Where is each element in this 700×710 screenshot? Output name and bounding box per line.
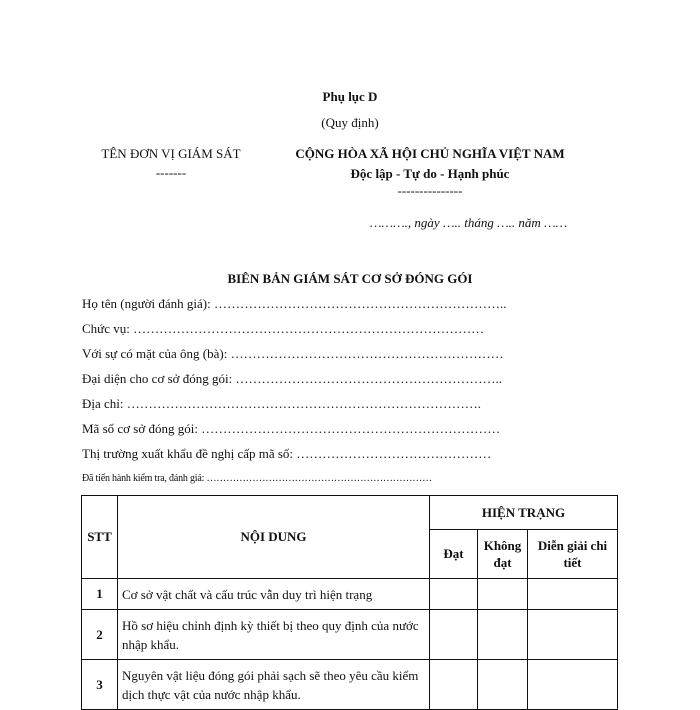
table-row (82, 610, 618, 660)
motto-divider: --------------- (397, 183, 463, 198)
motto: Độc lập - Tự do - Hạnh phúc (350, 166, 510, 181)
row-fail-cell[interactable] (478, 579, 528, 610)
header-pass: Đạt (430, 530, 478, 579)
field-facility-code: Mã số cơ sở đóng gói: …………………………………………………………… (82, 421, 501, 436)
row-stt: 3 (82, 660, 118, 710)
unit-divider: ------- (155, 165, 187, 180)
row-fail-cell[interactable] (478, 610, 528, 660)
table-row (82, 660, 618, 710)
field-presence: Với sự có mặt của ông (bà): ……………………………………………………… (82, 346, 504, 361)
country-name: CỘNG HÒA XÃ HỘI CHỦ NGHĨA VIỆT NAM (295, 146, 565, 161)
header-fail: Không đạt (478, 530, 528, 579)
header-status: HIỆN TRẠNG (430, 496, 618, 530)
inspection-table (81, 495, 618, 710)
row-content: Nguyên vật liệu đóng gói phải sạch sẽ theo yêu cầu kiểm dịch thực vật của nước nhập khẩu. (118, 660, 430, 710)
row-pass-cell[interactable] (430, 579, 478, 610)
row-pass-cell[interactable] (430, 660, 478, 710)
row-content: Hồ sơ hiệu chỉnh định kỳ thiết bị theo quy định của nước nhập khẩu. (118, 610, 430, 660)
table-row (82, 579, 618, 610)
header-stt: STT (82, 496, 118, 579)
row-stt: 2 (82, 610, 118, 660)
appendix-subtitle: (Quy định) (321, 115, 379, 130)
row-content: Cơ sở vật chất và cấu trúc vẫn duy trì hiện trạng (118, 579, 430, 610)
header-content: NỘI DUNG (118, 496, 430, 579)
row-pass-cell[interactable] (430, 610, 478, 660)
field-export-market: Thị trường xuất khẩu đề nghị cấp mã số: ……………………………………… (82, 446, 492, 461)
row-explain-cell[interactable] (528, 579, 618, 610)
row-fail-cell[interactable] (478, 660, 528, 710)
appendix-title: Phụ lục D (322, 89, 378, 104)
row-explain-cell[interactable] (528, 610, 618, 660)
field-representative: Đại diện cho cơ sở đóng gói: …………………………………………………….. (82, 371, 502, 386)
date-line: ………., ngày ….. tháng ….. năm …… (370, 215, 568, 230)
header-explain: Diễn giải chi tiết (528, 530, 618, 579)
row-stt: 1 (82, 579, 118, 610)
field-address: Địa chỉ: ………………………………………………………………………. (82, 396, 482, 411)
row-explain-cell[interactable] (528, 660, 618, 710)
unit-name: TÊN ĐƠN VỊ GIÁM SÁT (101, 146, 241, 161)
table-header-row (82, 496, 618, 530)
document-title: BIÊN BẢN GIÁM SÁT CƠ SỞ ĐÓNG GÓI (227, 271, 473, 286)
field-inspection: Đã tiến hành kiểm tra, đánh giá: …………………………………………………………… (82, 473, 432, 484)
field-position: Chức vụ: ……………………………………………………………………… (82, 321, 485, 336)
field-evaluator-name: Họ tên (người đánh giá): ………………………………………………………….. (82, 296, 507, 311)
